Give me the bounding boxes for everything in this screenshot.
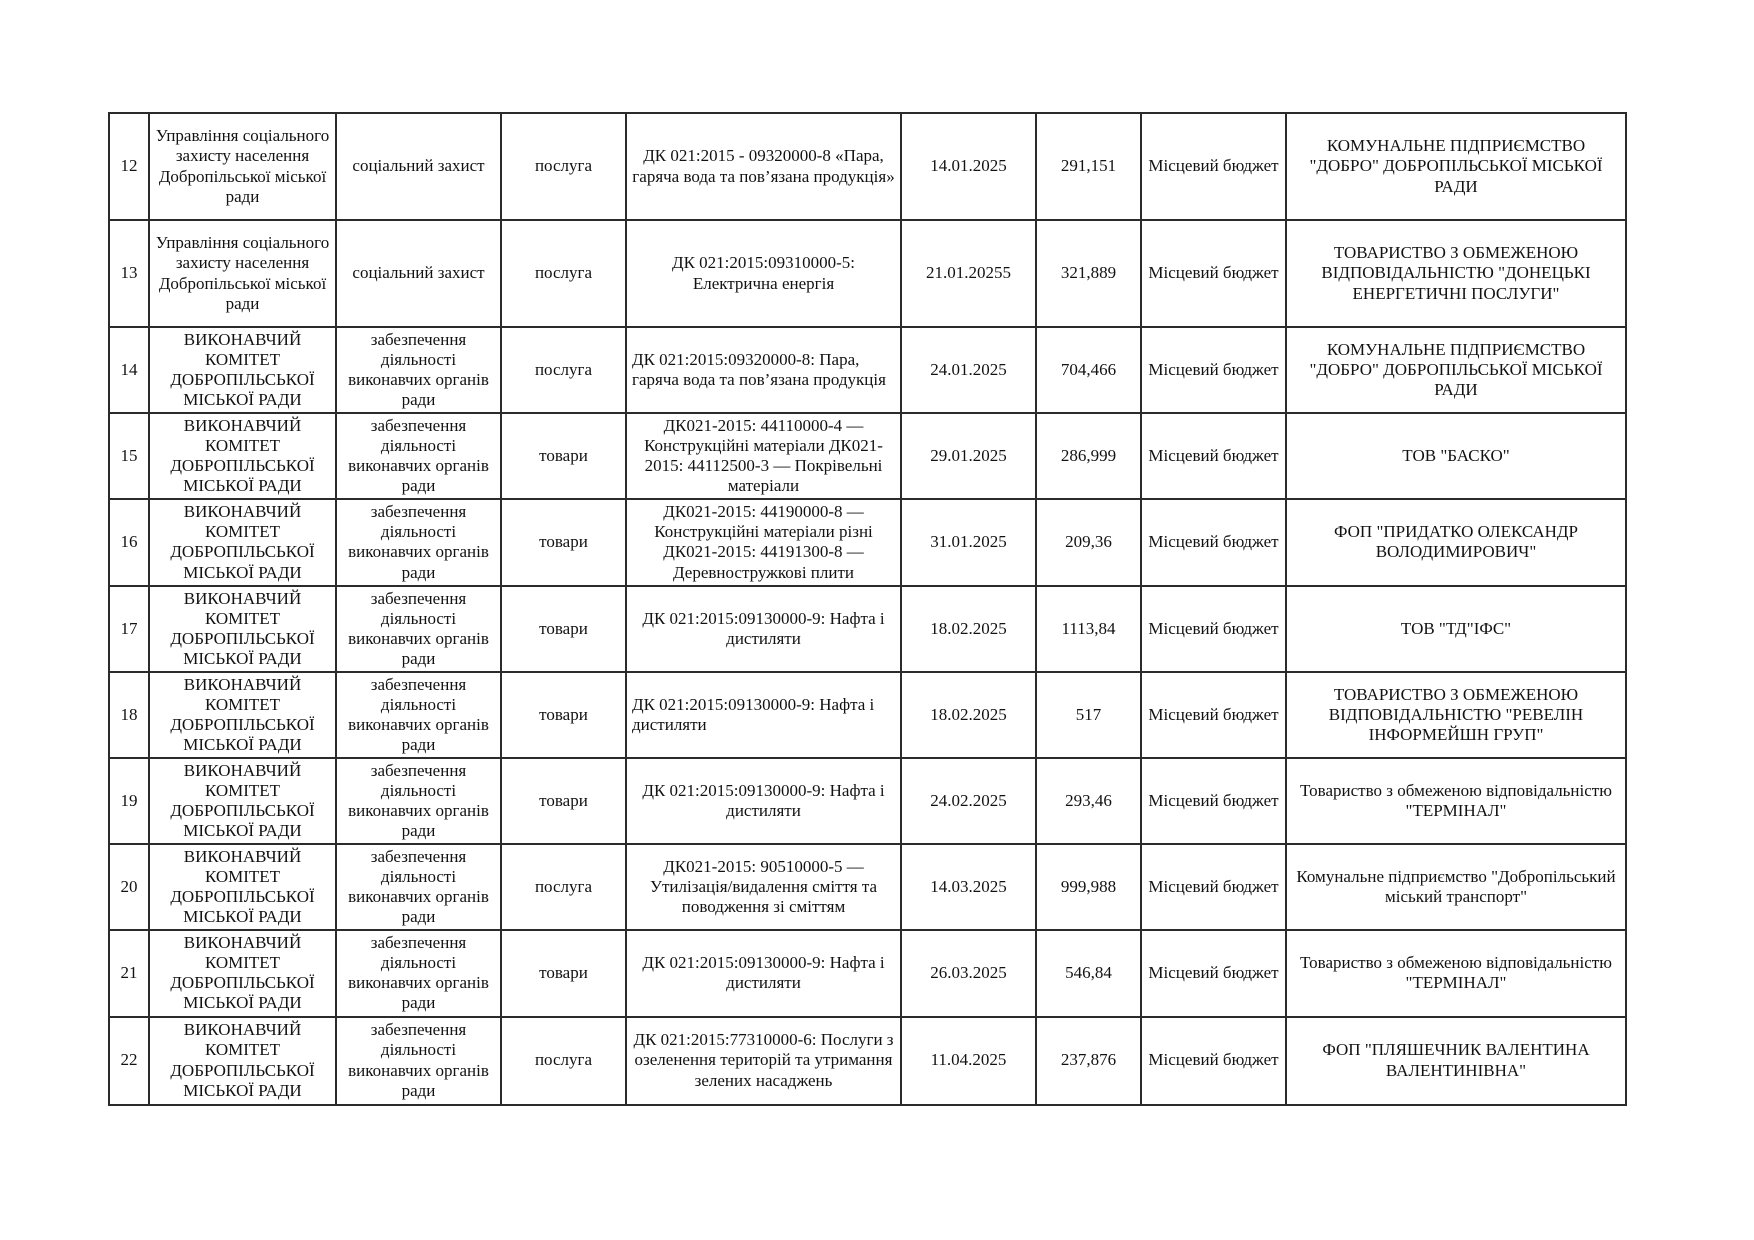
table-row bbox=[109, 327, 1626, 413]
cell-amount: 293,46 bbox=[1036, 758, 1141, 844]
cell-category: забезпечення діяльності виконавчих органів ради bbox=[336, 1017, 501, 1105]
cell-organization: ВИКОНАВЧИЙ КОМІТЕТ ДОБРОПІЛЬСЬКОЇ МІСЬКОЇ РАДИ bbox=[149, 844, 336, 930]
cell-row-number: 21 bbox=[109, 930, 149, 1016]
cell-amount: 1113,84 bbox=[1036, 586, 1141, 672]
cell-description: ДК 021:2015:09320000-8: Пара, гаряча вода та пов’язана продукція bbox=[626, 327, 901, 413]
cell-category: забезпечення діяльності виконавчих органів ради bbox=[336, 672, 501, 758]
table-row bbox=[109, 672, 1626, 758]
table-row bbox=[109, 1017, 1626, 1105]
table-row bbox=[109, 930, 1626, 1016]
cell-organization: ВИКОНАВЧИЙ КОМІТЕТ ДОБРОПІЛЬСЬКОЇ МІСЬКОЇ РАДИ bbox=[149, 586, 336, 672]
cell-budget: Місцевий бюджет bbox=[1141, 758, 1286, 844]
cell-row-number: 17 bbox=[109, 586, 149, 672]
cell-budget: Місцевий бюджет bbox=[1141, 220, 1286, 327]
cell-category: забезпечення діяльності виконавчих органів ради bbox=[336, 499, 501, 585]
cell-budget: Місцевий бюджет bbox=[1141, 672, 1286, 758]
cell-amount: 291,151 bbox=[1036, 113, 1141, 220]
cell-date: 18.02.2025 bbox=[901, 672, 1036, 758]
cell-organization: ВИКОНАВЧИЙ КОМІТЕТ ДОБРОПІЛЬСЬКОЇ МІСЬКОЇ РАДИ bbox=[149, 413, 336, 499]
cell-budget: Місцевий бюджет bbox=[1141, 413, 1286, 499]
cell-category: забезпечення діяльності виконавчих органів ради bbox=[336, 758, 501, 844]
cell-supplier: ТОВАРИСТВО З ОБМЕЖЕНОЮ ВІДПОВІДАЛЬНІСТЮ "ДОНЕЦЬКІ ЕНЕРГЕТИЧНІ ПОСЛУГИ" bbox=[1286, 220, 1626, 327]
cell-description: ДК 021:2015:77310000-6: Послуги з озеленення територій та утримання зелених насаджень bbox=[626, 1017, 901, 1105]
cell-subject-type: товари bbox=[501, 930, 626, 1016]
cell-subject-type: послуга bbox=[501, 844, 626, 930]
cell-date: 11.04.2025 bbox=[901, 1017, 1036, 1105]
cell-organization: Управління соціального захисту населення Добропільської міської ради bbox=[149, 220, 336, 327]
cell-description: ДК 021:2015:09130000-9: Нафта і дистиляти bbox=[626, 758, 901, 844]
cell-category: забезпечення діяльності виконавчих органів ради bbox=[336, 930, 501, 1016]
cell-date: 18.02.2025 bbox=[901, 586, 1036, 672]
cell-supplier: ФОП "ПЛЯШЕЧНИК ВАЛЕНТИНА ВАЛЕНТИНІВНА" bbox=[1286, 1017, 1626, 1105]
cell-budget: Місцевий бюджет bbox=[1141, 930, 1286, 1016]
cell-amount: 209,36 bbox=[1036, 499, 1141, 585]
cell-description: ДК 021:2015:09130000-9: Нафта і дистиляти bbox=[626, 586, 901, 672]
cell-budget: Місцевий бюджет bbox=[1141, 844, 1286, 930]
cell-date: 31.01.2025 bbox=[901, 499, 1036, 585]
cell-row-number: 16 bbox=[109, 499, 149, 585]
cell-amount: 704,466 bbox=[1036, 327, 1141, 413]
cell-category: забезпечення діяльності виконавчих органів ради bbox=[336, 413, 501, 499]
cell-budget: Місцевий бюджет bbox=[1141, 586, 1286, 672]
cell-supplier: ТОВ "БАСКО" bbox=[1286, 413, 1626, 499]
cell-subject-type: товари bbox=[501, 413, 626, 499]
cell-amount: 546,84 bbox=[1036, 930, 1141, 1016]
cell-organization: ВИКОНАВЧИЙ КОМІТЕТ ДОБРОПІЛЬСЬКОЇ МІСЬКОЇ РАДИ bbox=[149, 672, 336, 758]
cell-supplier: ФОП "ПРИДАТКО ОЛЕКСАНДР ВОЛОДИМИРОВИЧ" bbox=[1286, 499, 1626, 585]
cell-organization: Управління соціального захисту населення Добропільської міської ради bbox=[149, 113, 336, 220]
cell-description: ДК021-2015: 90510000-5 — Утилізація/видалення сміття та поводження зі сміттям bbox=[626, 844, 901, 930]
procurement-table bbox=[108, 112, 1627, 1106]
table-row bbox=[109, 586, 1626, 672]
cell-amount: 517 bbox=[1036, 672, 1141, 758]
cell-date: 26.03.2025 bbox=[901, 930, 1036, 1016]
cell-supplier: КОМУНАЛЬНЕ ПІДПРИЄМСТВО "ДОБРО" ДОБРОПІЛЬСЬКОЇ МІСЬКОЇ РАДИ bbox=[1286, 327, 1626, 413]
table-row bbox=[109, 413, 1626, 499]
cell-category: забезпечення діяльності виконавчих органів ради bbox=[336, 586, 501, 672]
cell-supplier: КОМУНАЛЬНЕ ПІДПРИЄМСТВО "ДОБРО" ДОБРОПІЛЬСЬКОЇ МІСЬКОЇ РАДИ bbox=[1286, 113, 1626, 220]
table-row bbox=[109, 113, 1626, 220]
cell-supplier: ТОВАРИСТВО З ОБМЕЖЕНОЮ ВІДПОВІДАЛЬНІСТЮ "РЕВЕЛІН ІНФОРМЕЙШН ГРУП" bbox=[1286, 672, 1626, 758]
cell-date: 21.01.20255 bbox=[901, 220, 1036, 327]
cell-category: соціальний захист bbox=[336, 113, 501, 220]
cell-amount: 286,999 bbox=[1036, 413, 1141, 499]
cell-supplier: Товариство з обмеженою відповідальністю "ТЕРМІНАЛ" bbox=[1286, 758, 1626, 844]
cell-organization: ВИКОНАВЧИЙ КОМІТЕТ ДОБРОПІЛЬСЬКОЇ МІСЬКОЇ РАДИ bbox=[149, 930, 336, 1016]
table-row bbox=[109, 499, 1626, 585]
cell-subject-type: послуга bbox=[501, 113, 626, 220]
cell-subject-type: послуга bbox=[501, 220, 626, 327]
table-row bbox=[109, 220, 1626, 327]
cell-row-number: 12 bbox=[109, 113, 149, 220]
cell-row-number: 18 bbox=[109, 672, 149, 758]
cell-date: 29.01.2025 bbox=[901, 413, 1036, 499]
table-row bbox=[109, 844, 1626, 930]
cell-budget: Місцевий бюджет bbox=[1141, 1017, 1286, 1105]
cell-date: 14.03.2025 bbox=[901, 844, 1036, 930]
cell-description: ДК021-2015: 44110000-4 — Конструкційні матеріали ДК021-2015: 44112500-3 — Покрівельні матеріали bbox=[626, 413, 901, 499]
cell-amount: 237,876 bbox=[1036, 1017, 1141, 1105]
cell-date: 14.01.2025 bbox=[901, 113, 1036, 220]
cell-amount: 321,889 bbox=[1036, 220, 1141, 327]
cell-row-number: 19 bbox=[109, 758, 149, 844]
cell-subject-type: послуга bbox=[501, 1017, 626, 1105]
cell-organization: ВИКОНАВЧИЙ КОМІТЕТ ДОБРОПІЛЬСЬКОЇ МІСЬКОЇ РАДИ bbox=[149, 327, 336, 413]
cell-category: соціальний захист bbox=[336, 220, 501, 327]
cell-category: забезпечення діяльності виконавчих органів ради bbox=[336, 844, 501, 930]
cell-description: ДК 021:2015:09130000-9: Нафта і дистиляти bbox=[626, 672, 901, 758]
cell-organization: ВИКОНАВЧИЙ КОМІТЕТ ДОБРОПІЛЬСЬКОЇ МІСЬКОЇ РАДИ bbox=[149, 499, 336, 585]
cell-row-number: 14 bbox=[109, 327, 149, 413]
cell-row-number: 20 bbox=[109, 844, 149, 930]
cell-subject-type: послуга bbox=[501, 327, 626, 413]
cell-budget: Місцевий бюджет bbox=[1141, 499, 1286, 585]
table-body bbox=[109, 113, 1626, 1105]
cell-supplier: ТОВ "ТД"ІФС" bbox=[1286, 586, 1626, 672]
table-row bbox=[109, 758, 1626, 844]
cell-budget: Місцевий бюджет bbox=[1141, 327, 1286, 413]
cell-budget: Місцевий бюджет bbox=[1141, 113, 1286, 220]
cell-supplier: Комунальне підприємство "Добропільський міський транспорт" bbox=[1286, 844, 1626, 930]
cell-description: ДК021-2015: 44190000-8 — Конструкційні матеріали різні ДК021-2015: 44191300-8 — Деревностружкові плити bbox=[626, 499, 901, 585]
cell-date: 24.02.2025 bbox=[901, 758, 1036, 844]
cell-row-number: 22 bbox=[109, 1017, 149, 1105]
cell-subject-type: товари bbox=[501, 499, 626, 585]
cell-amount: 999,988 bbox=[1036, 844, 1141, 930]
cell-supplier: Товариство з обмеженою відповідальністю "ТЕРМІНАЛ" bbox=[1286, 930, 1626, 1016]
cell-organization: ВИКОНАВЧИЙ КОМІТЕТ ДОБРОПІЛЬСЬКОЇ МІСЬКОЇ РАДИ bbox=[149, 758, 336, 844]
cell-row-number: 15 bbox=[109, 413, 149, 499]
cell-description: ДК 021:2015 - 09320000-8 «Пара, гаряча вода та пов’язана продукція» bbox=[626, 113, 901, 220]
cell-category: забезпечення діяльності виконавчих органів ради bbox=[336, 327, 501, 413]
cell-subject-type: товари bbox=[501, 586, 626, 672]
cell-description: ДК 021:2015:09310000-5: Електрична енергія bbox=[626, 220, 901, 327]
cell-row-number: 13 bbox=[109, 220, 149, 327]
cell-date: 24.01.2025 bbox=[901, 327, 1036, 413]
cell-organization: ВИКОНАВЧИЙ КОМІТЕТ ДОБРОПІЛЬСЬКОЇ МІСЬКОЇ РАДИ bbox=[149, 1017, 336, 1105]
cell-subject-type: товари bbox=[501, 758, 626, 844]
cell-subject-type: товари bbox=[501, 672, 626, 758]
cell-description: ДК 021:2015:09130000-9: Нафта і дистиляти bbox=[626, 930, 901, 1016]
